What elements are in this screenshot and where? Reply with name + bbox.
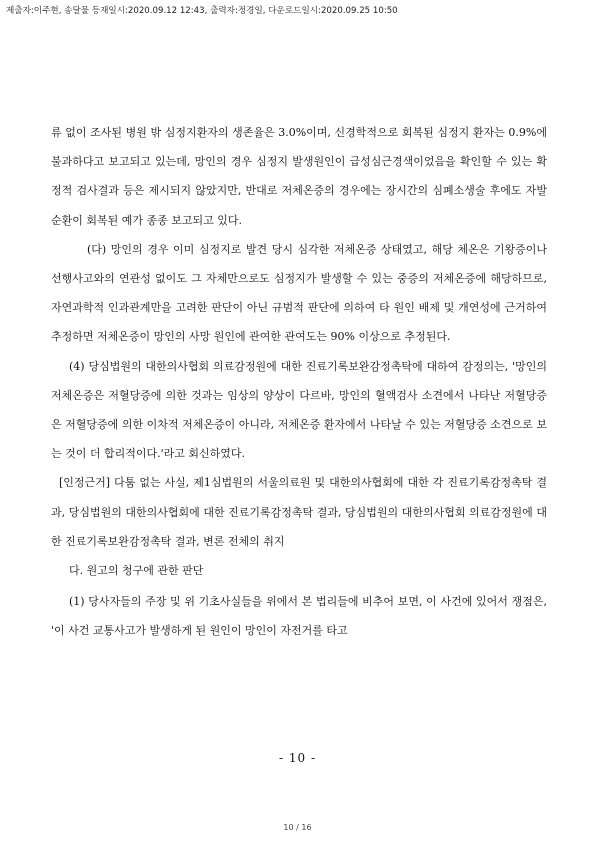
page-number: - 10 - xyxy=(278,751,316,765)
paragraph-survival-rate: 류 없이 조사된 병원 밖 심정지환자의 생존율은 3.0%이며, 신경학적으로 회복된 심정지 환자는 0.9%에 불과하다고 보고되고 있는데, 망인의 경우 심정지 발생원인이 급성심근경색이었음을 확인할 수 있는 확정적 검사결과 등은 제시되지 않았지만, 반대로 저체온증의 경우에는 장시간의 심폐소생술 후에도 자발순환이 회복된 예가 종종 보고되고 있다. xyxy=(51,126,547,227)
paragraph-evidence-basis: [인정근거] 다툼 없는 사실, 제1심법원의 서울의료원 및 대한의사협회에 대한 각 진료기록감정촉탁 결과, 당심법원의 대한의사협회에 대한 진료기록감정촉탁 결과, 당심법원의 대한의사협회 의료감정원에 대한 진료기록보완감정촉탁 결과, 변론 전체의 취지 xyxy=(51,476,547,548)
document-body xyxy=(51,118,547,646)
paragraph-issue: (1) 당사자들의 주장 및 위 기초사실들을 위에서 본 법리들에 비추어 보면, 이 사건에 있어서 쟁점은, '이 사건 교통사고가 발생하게 된 원인이 망인이 자전거를 타고 xyxy=(51,595,547,638)
section-heading-claim-judgment: 다. 원고의 청구에 관한 판단 xyxy=(69,564,204,578)
paragraph-hypothermia-cause: (다) 망인의 경우 이미 심정지로 발견 당시 심각한 저체온증 상태였고, 해당 체온은 기왕증이나 선행사고와의 연관성 없이도 그 자체만으로도 심정지가 발생할 수 있는 중증의 저체온증에 해당하므로, 자연과학적 인과관계만을 고려한 판단이 아닌 규범적 판단에 의하여 타 원인 배제 및 개연성에 근거하여 추정하면 저체온증이 망인의 사망 원인에 관여한 관여도는 90% 이상으로 추정된다. xyxy=(51,242,547,344)
page-counter: 10 / 16 xyxy=(283,823,312,832)
document-meta-header: 제출자:이주현, 송달물 등재일시:2020.09.12 12:43, 출력자:정경일, 다운로드일시:2020.09.25 10:50 xyxy=(6,6,398,16)
paragraph-appraisal-reply: (4) 당심법원의 대한의사협회 의료감정원에 대한 진료기록보완감정촉탁에 대하여 감정의는, '망인의 저체온증은 저혈당증에 의한 것과는 임상의 양상이 다르바, 망인의 혈액검사 소견에서 나타난 저혈당증은 저혈당증에 의한 이차적 저체온증이 아니라, 저체온증 환자에서 나타날 수 있는 저혈당증 소견으로 보는 것이 더 합리적이다.'라고 회신하였다. xyxy=(51,359,547,461)
